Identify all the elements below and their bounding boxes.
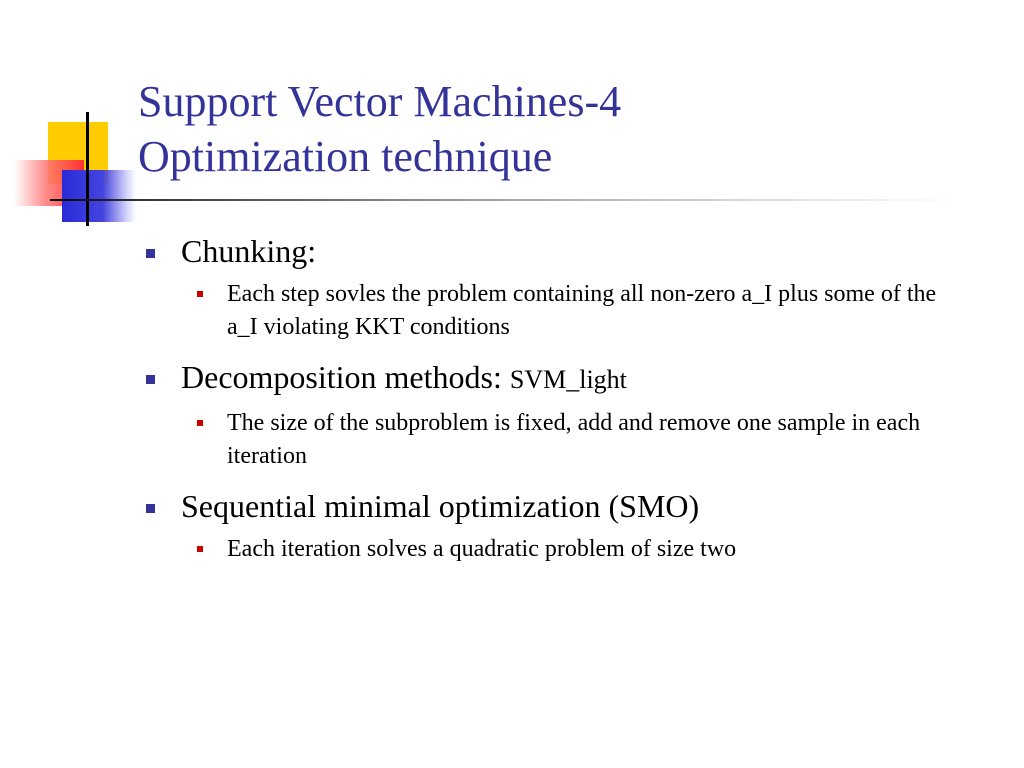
bullet-item-chunking (140, 232, 1000, 270)
square-bullet-icon (197, 420, 203, 426)
title-line-1: Support Vector Machines-4 (138, 77, 622, 126)
bullet-text: Sequential minimal optimization (SMO) (181, 488, 700, 524)
square-bullet-icon (197, 546, 203, 552)
logo-blue-square (62, 170, 136, 222)
bullet-item-decomposition (140, 358, 1000, 399)
sub-bullet-text: The size of the subproblem is fixed, add and remove one sample in each iteration (227, 410, 921, 469)
square-bullet-icon (197, 291, 203, 297)
sub-bullet-text: Each iteration solves a quadratic problem of size two (227, 536, 737, 562)
square-bullet-icon (146, 249, 155, 258)
title-line-2: Optimization technique (138, 132, 553, 181)
bullet-text: Decomposition methods: (181, 359, 510, 395)
bullet-text-svm-light: SVM_light (509, 365, 627, 394)
sub-bullet-text: Each step sovles the problem containing all non-zero a_I plus some of the a_I violating KKT conditions (227, 281, 937, 340)
slide-title (138, 74, 998, 184)
slide-body (140, 232, 1000, 580)
title-underline (50, 199, 960, 201)
square-bullet-icon (146, 375, 155, 384)
sub-bullet-item (140, 533, 937, 566)
square-bullet-icon (146, 504, 155, 513)
bullet-text: Chunking: (181, 233, 317, 269)
sub-bullet-item (140, 407, 937, 473)
logo-vertical-line (86, 112, 89, 226)
bullet-item-smo (140, 487, 1000, 525)
sub-bullet-item (140, 278, 937, 344)
